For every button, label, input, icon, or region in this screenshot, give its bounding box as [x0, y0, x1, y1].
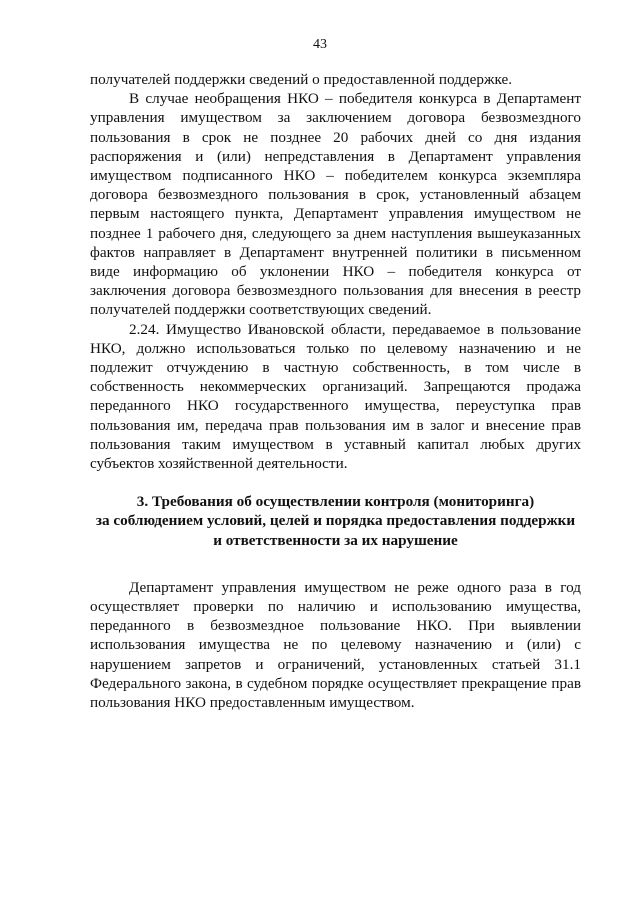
paragraph-nko-refusal: В случае необращения НКО – победителя конкурса в Департамент управления имуществом за заключением договора безвозмездного пользования в срок не позднее 20 рабочих дней со дня издания распоряжения и (или) непредставления в Департамент управления имуществом подписанного НКО – победителем конкурса экземпляра договора безвозмездного пользования в срок, установленный абзацем первым настоящего пункта, Департамент управления имуществом не позднее 1 рабочего дня, следующего за днем наступления вышеуказанных фактов направляет в Департамент внутренней политики в письменном виде информацию об уклонении НКО – победителя конкурса от заключения договора безвозмездного пользования для внесения в реестр получателей поддержки соответствующих сведений. — [90, 90, 581, 319]
paragraph-continuation: получателей поддержки сведений о предоставленной поддержке. — [90, 71, 513, 88]
section-heading-line-1: 3. Требования об осуществлении контроля (мониторинга) — [136, 493, 535, 511]
section-heading-line-3: и ответственности за их нарушение — [213, 531, 458, 549]
paragraph-2-24: 2.24. Имущество Ивановской области, передаваемое в пользование НКО, должно использоваться только по целевому назначению и не подлежит отчуждению в частную собственность, в том числе в собственность некоммерческих организаций. Запрещаются продажа переданного НКО государственного имущества, переуступка прав пользования им, передача прав пользования им в залог и внесение прав пользования таким имуществом в уставный капитал любых других субъектов хозяйственной деятельности. — [90, 320, 581, 473]
section-heading-line-2: за соблюдением условий, целей и порядка предоставления поддержки — [95, 512, 576, 530]
document-body — [90, 70, 581, 712]
page-number: 43 — [313, 37, 327, 52]
paragraph-section-3: Департамент управления имуществом не реже одного раза в год осуществляет проверки по наличию и использованию имущества, переданного в безвозмездное пользование НКО. При выявлении использования имущества не по целевому назначению и (или) с нарушением запретов и ограничений, установленных статьей 31.1 Федерального закона, в судебном порядке осуществляет прекращение прав пользования НКО предоставленным имуществом. — [90, 578, 581, 712]
section-3-heading — [90, 492, 581, 550]
